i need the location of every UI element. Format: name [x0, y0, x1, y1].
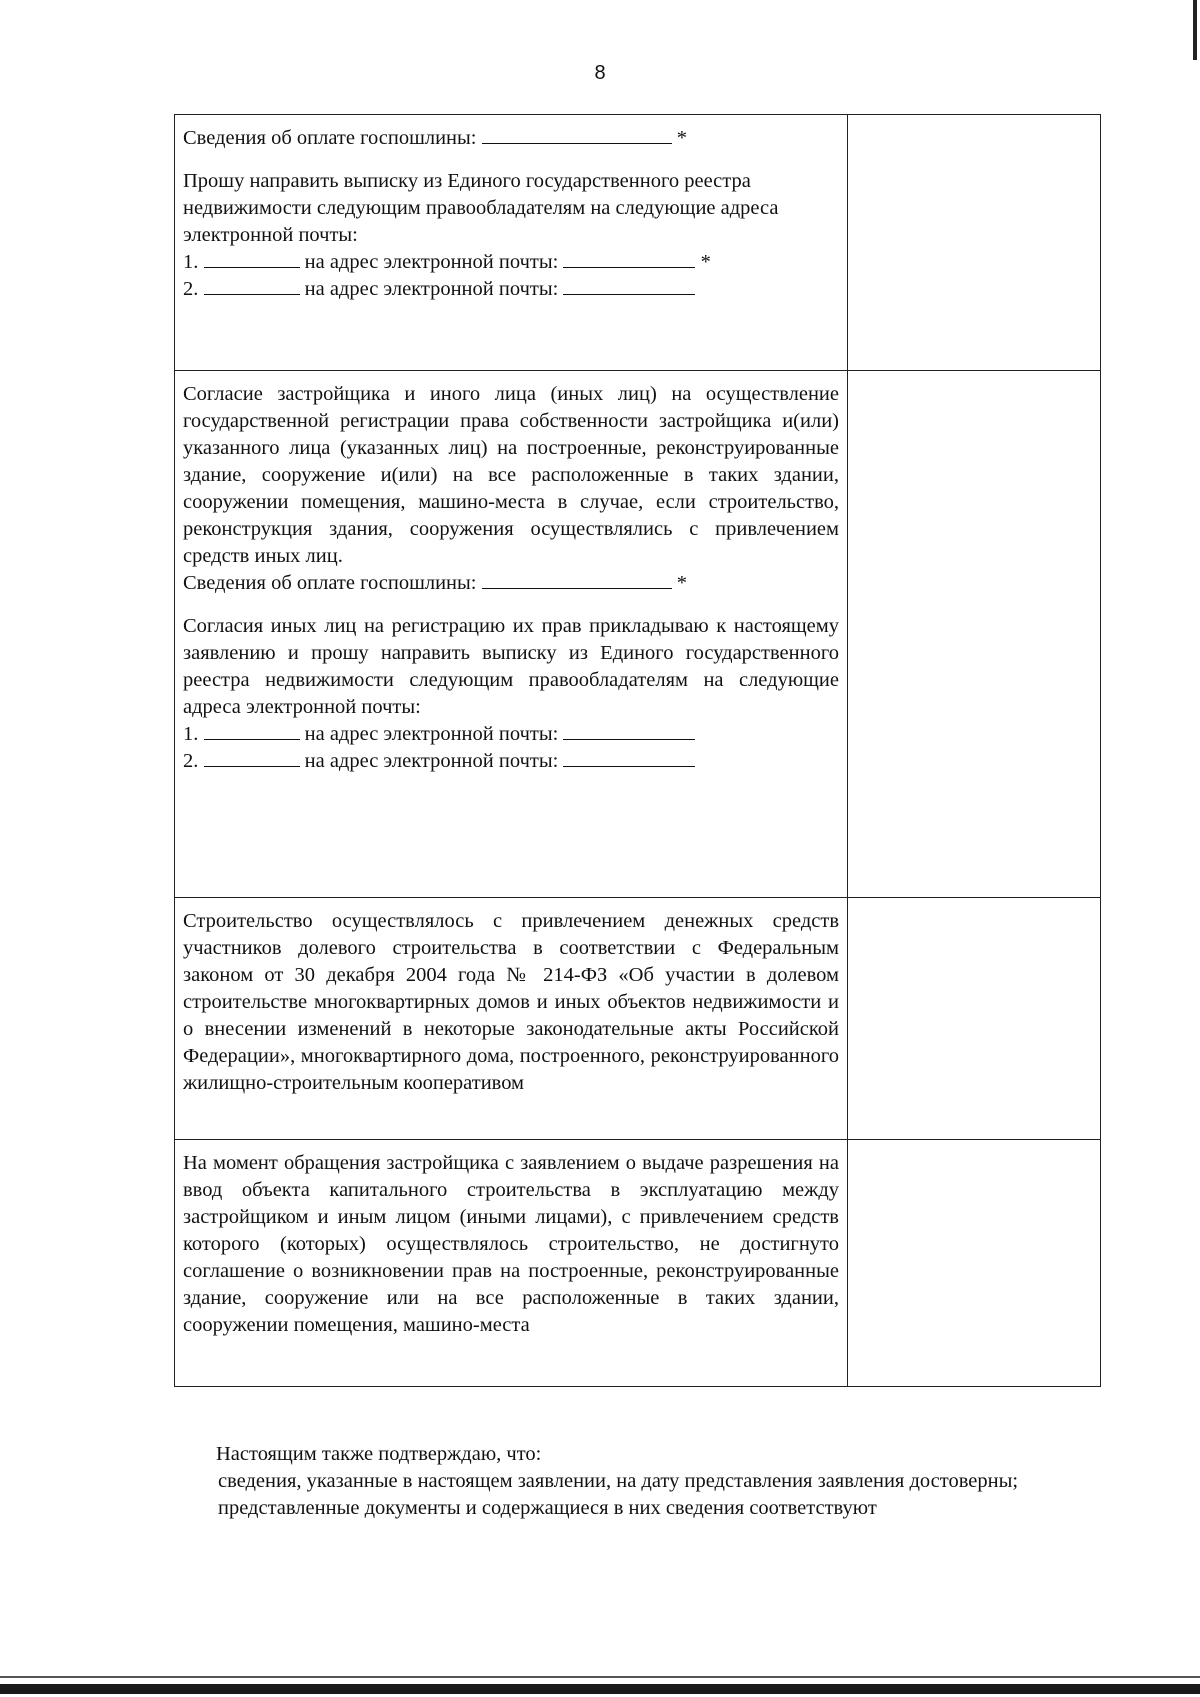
email-line-1-number: 1. — [183, 251, 199, 273]
email-line-2-label: на адрес электронной почты: — [304, 750, 559, 772]
required-mark: * — [700, 251, 711, 273]
email-line-1-number: 1. — [183, 723, 199, 745]
row2-content — [175, 371, 848, 898]
email-1-blank[interactable] — [563, 721, 695, 740]
owner-1-blank[interactable] — [204, 721, 300, 740]
required-mark: * — [676, 127, 687, 149]
application-form-table — [174, 114, 1101, 1387]
email-line-1-label: на адрес электронной почты: — [304, 723, 559, 745]
email-line-2-number: 2. — [183, 750, 199, 772]
fee-info-label: Сведения об оплате госпошлины: — [183, 572, 477, 594]
table-row-consent — [175, 371, 1101, 898]
extract-request-text: Прошу направить выписку из Единого государственного реестра недвижимости следующим правообладателям на следующие адреса электронной почты: — [183, 170, 779, 246]
owner-2-blank[interactable] — [204, 276, 300, 295]
fee-info-blank[interactable] — [482, 570, 672, 589]
confirmation-item-2: представленные документы и содержащиеся в них сведения соответствуют — [218, 1497, 877, 1519]
email-line-2-number: 2. — [183, 278, 199, 300]
row4-checkbox-cell[interactable] — [848, 1140, 1101, 1387]
table-row-no-agreement — [175, 1140, 1101, 1387]
table-row-shared-construction — [175, 898, 1101, 1140]
confirmation-item-1: сведения, указанные в настоящем заявлении, на дату представления заявления достоверны; — [218, 1470, 1019, 1492]
email-line-1-label: на адрес электронной почты: — [304, 251, 559, 273]
fee-info-line — [183, 125, 839, 152]
row1-content — [175, 115, 848, 371]
table-row-fee-and-request — [175, 115, 1101, 371]
page-number: 8 — [594, 62, 606, 84]
consent-request-text: Согласия иных лиц на регистрацию их прав прикладываю к настоящему заявлению и прошу направить выписку из Единого государственного реестра недвижимости следующим правообладателям на следующие адреса электронной почты: — [183, 615, 839, 718]
confirmation-section — [186, 1441, 1088, 1522]
scan-edge-mark — [1193, 0, 1197, 60]
fee-info-blank[interactable] — [482, 125, 672, 144]
fee-info-line — [183, 570, 839, 597]
email-line-2-label: на адрес электронной почты: — [304, 278, 559, 300]
confirmation-lead: Настоящим также подтверждаю, что: — [216, 1443, 542, 1465]
email-line-2 — [183, 748, 839, 775]
shared-construction-text: Строительство осуществлялось с привлечением денежных средств участников долевого строительства в соответствии с Федеральным законом от 30 декабря 2004 года № 214-ФЗ «Об участии в долевом строительстве многоквартирных домов и иных объектов недвижимости и о внесении изменений в некоторые законодательные акты Российской Федерации», многоквартирного дома, построенного, реконструированного жилищно-строительным кооперативом — [183, 910, 839, 1094]
email-1-blank[interactable] — [563, 249, 695, 268]
row1-checkbox-cell[interactable] — [848, 115, 1101, 371]
no-agreement-text: На момент обращения застройщика с заявлением о выдаче разрешения на ввод объекта капитального строительства в эксплуатацию между застройщиком и иным лицом (иными лицами), с привлечением средств которого (которых) осуществлялось строительство, не достигнуто соглашение о возникновении прав на построенные, реконструированные здание, сооружение или на все расположенные в таких здании, сооружении помещения, машино-места — [183, 1152, 839, 1336]
owner-2-blank[interactable] — [204, 748, 300, 767]
email-2-blank[interactable] — [563, 276, 695, 295]
email-2-blank[interactable] — [563, 748, 695, 767]
fee-info-label: Сведения об оплате госпошлины: — [183, 127, 477, 149]
owner-1-blank[interactable] — [204, 249, 300, 268]
scan-bottom-edge — [0, 1684, 1200, 1694]
consent-text: Согласие застройщика и иного лица (иных лиц) на осуществление государственной регистрации права собственности застройщика и(или) указанного лица (указанных лиц) на построенные, реконструированные здание, сооружение и(или) на все расположенные в таких здании, сооружении помещения, машино-места в случае, если строительство, реконструкция здания, сооружения осуществлялись с привлечением средств иных лиц. — [183, 383, 839, 567]
email-line-1 — [183, 249, 839, 276]
row2-checkbox-cell[interactable] — [848, 371, 1101, 898]
row3-content — [175, 898, 848, 1140]
required-mark: * — [676, 572, 687, 594]
row4-content — [175, 1140, 848, 1387]
row3-checkbox-cell[interactable] — [848, 898, 1101, 1140]
email-line-1 — [183, 721, 839, 748]
email-line-2 — [183, 276, 839, 303]
scan-bottom-line — [0, 1676, 1200, 1678]
